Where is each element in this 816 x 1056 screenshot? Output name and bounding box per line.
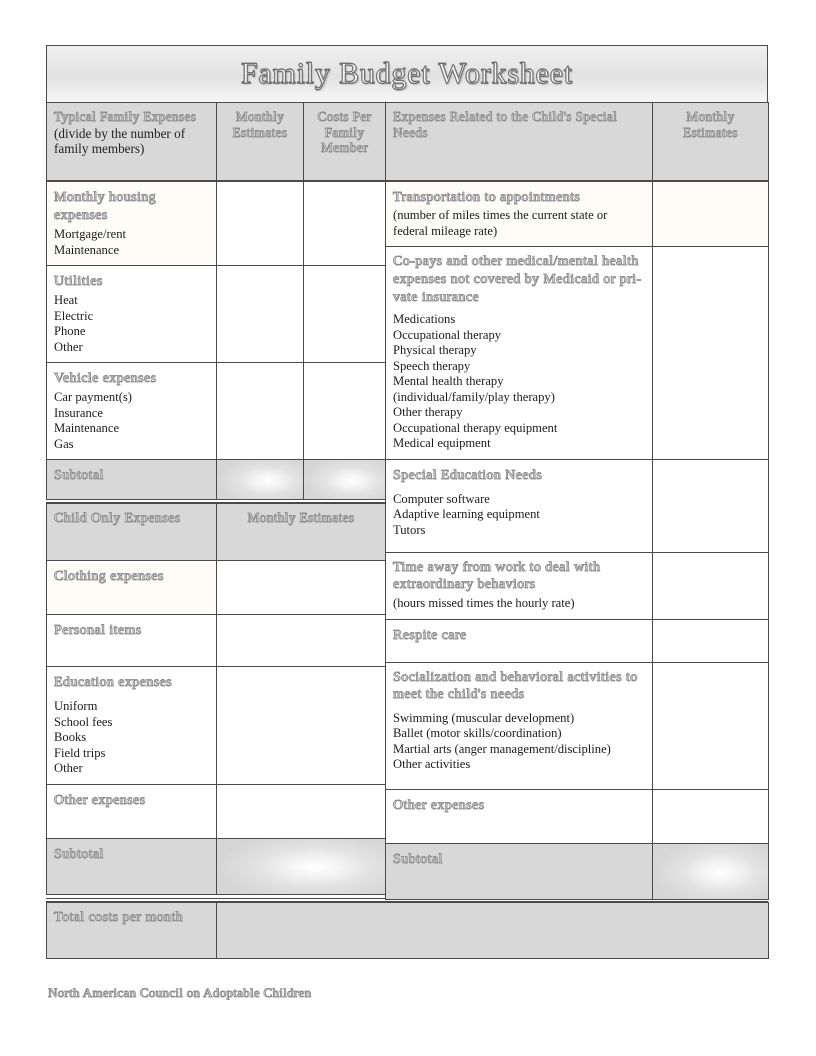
table-row	[47, 182, 386, 266]
table-row	[386, 789, 769, 843]
left-column	[46, 181, 385, 895]
worksheet-body	[46, 181, 768, 900]
row-clothing-expenses: Clothing expenses	[47, 560, 217, 614]
table-row-total	[47, 903, 769, 959]
footer-attribution: North American Council on Adoptable Children	[48, 985, 312, 1000]
row-vehicle-expenses: Vehicle expenses Car payment(s) Insurance Maintenance Gas	[47, 363, 217, 460]
row-items: Computer software Adaptive learning equipment Tutors	[393, 491, 540, 537]
input-monthly-estimate-personal-items[interactable]	[217, 614, 386, 666]
input-subtotal-cost-per-member[interactable]	[304, 460, 386, 500]
family-expenses-table	[46, 181, 386, 500]
row-items: Uniform School fees Books Field trips Other	[54, 699, 113, 775]
row-transportation-to-appointments: Transportation to appointments (number of miles times the current state or federal mileage rate)	[386, 182, 653, 247]
worksheet-title-bar	[46, 45, 768, 102]
input-monthly-estimate-utilities[interactable]	[217, 266, 304, 363]
input-monthly-estimate-other-left[interactable]	[217, 784, 386, 838]
header-child-special-needs: Expenses Related to the Child's Special Needs	[386, 103, 653, 181]
row-items: Medications Occupational therapy Physical therapy Speech therapy Mental health therapy (individual/family/play therapy) Other therapy Occupational therapy equipment Medical equipment	[393, 312, 558, 451]
input-monthly-estimate-time-away[interactable]	[653, 552, 769, 619]
input-monthly-estimate-vehicle[interactable]	[217, 363, 304, 460]
input-monthly-estimate-socialization[interactable]	[653, 662, 769, 789]
input-subtotal-monthly-estimate[interactable]	[217, 460, 304, 500]
row-subtotal-child-only: Subtotal	[47, 838, 217, 894]
input-monthly-estimate-housing[interactable]	[217, 182, 304, 266]
table-row	[386, 619, 769, 662]
input-cost-per-member-vehicle[interactable]	[304, 363, 386, 460]
input-monthly-estimate-clothing[interactable]	[217, 560, 386, 614]
table-row	[386, 247, 769, 459]
input-monthly-estimate-other-right[interactable]	[653, 789, 769, 843]
input-total-costs-per-month[interactable]	[217, 903, 769, 959]
row-note: (number of miles times the current state or federal mileage rate)	[393, 208, 608, 238]
row-copays-medical-mental-health: Co-pays and other medical/mental health expenses not covered by Medicaid or pri-vate insurance Medications Occupational therapy Physical therapy Speech therapy Mental health therapy (individual/family/play therapy) Other therapy Occupational therapy equipment Medical equipment	[386, 247, 653, 459]
row-note: (hours missed times the hourly rate)	[393, 595, 575, 610]
row-subtotal-special-needs: Subtotal	[386, 843, 653, 899]
row-items: Swimming (muscular development) Ballet (motor skills/coordination) Martial arts (anger management/discipline) Other activities	[393, 710, 611, 772]
table-row	[47, 266, 386, 363]
table-row	[47, 784, 386, 838]
table-row	[47, 666, 386, 784]
table-row	[386, 552, 769, 619]
table-row	[386, 662, 769, 789]
row-education-expenses: Education expenses Uniform School fees Books Field trips Other	[47, 666, 217, 784]
table-row	[47, 560, 386, 614]
row-personal-items: Personal items	[47, 614, 217, 666]
worksheet-page	[46, 45, 768, 959]
input-cost-per-member-housing[interactable]	[304, 182, 386, 266]
header-table	[46, 102, 769, 181]
input-monthly-estimate-education[interactable]	[217, 666, 386, 784]
row-items: Car payment(s) Insurance Maintenance Gas	[54, 390, 132, 451]
right-column	[385, 181, 768, 900]
header-child-only-monthly-estimates: Monthly Estimates	[217, 503, 386, 560]
input-monthly-estimate-copays[interactable]	[653, 247, 769, 459]
special-needs-expenses-table	[385, 181, 769, 900]
header-typical-family-expenses-title: Typical Family Expenses	[54, 109, 197, 124]
total-costs-table	[46, 902, 769, 959]
input-cost-per-member-utilities[interactable]	[304, 266, 386, 363]
table-row	[386, 182, 769, 247]
table-row	[47, 363, 386, 460]
table-header-row	[47, 503, 386, 560]
row-subtotal-family-expenses: Subtotal	[47, 460, 217, 500]
row-utilities: Utilities Heat Electric Phone Other	[47, 266, 217, 363]
input-monthly-estimate-transportation[interactable]	[653, 182, 769, 247]
header-typical-family-expenses-note: (divide by the number of family members)	[54, 125, 186, 157]
row-respite-care: Respite care	[386, 619, 653, 662]
row-monthly-housing-expenses: Monthly housing expenses Mortgage/rent Maintenance	[47, 182, 217, 266]
row-time-away-from-work: Time away from work to deal with extraordinary behaviors (hours missed times the hourly rate)	[386, 552, 653, 619]
input-subtotal-special-needs[interactable]	[653, 843, 769, 899]
input-monthly-estimate-special-education[interactable]	[653, 459, 769, 552]
table-header-row	[47, 103, 769, 181]
row-items: Heat Electric Phone Other	[54, 293, 94, 354]
table-row	[386, 459, 769, 552]
header-typical-family-expenses	[47, 103, 217, 181]
row-other-expenses-right: Other expenses	[386, 789, 653, 843]
table-row-subtotal	[47, 460, 386, 500]
row-special-education-needs: Special Education Needs Computer software Adaptive learning equipment Tutors	[386, 459, 653, 552]
header-costs-per-family-member: Costs Per Family Member	[304, 103, 386, 181]
input-subtotal-child-only[interactable]	[217, 838, 386, 894]
table-row-subtotal	[47, 838, 386, 894]
input-monthly-estimate-respite-care[interactable]	[653, 619, 769, 662]
header-child-only-expenses: Child Only Expenses	[47, 503, 217, 560]
table-row-subtotal	[386, 843, 769, 899]
table-row	[47, 614, 386, 666]
header-monthly-estimates-right: Monthly Estimates	[653, 103, 769, 181]
row-other-expenses-left: Other expenses	[47, 784, 217, 838]
row-total-costs-per-month: Total costs per month	[47, 903, 217, 959]
row-items: Mortgage/rent Maintenance	[54, 227, 127, 257]
page-title: Family Budget Worksheet	[240, 57, 574, 90]
child-only-expenses-table	[46, 503, 386, 895]
header-monthly-estimates-left: Monthly Estimates	[217, 103, 304, 181]
row-socialization-behavioral-activities: Socialization and behavioral activities to meet the child's needs Swimming (muscular development) Ballet (motor skills/coordination) Martial arts (anger management/discipline) Other activities	[386, 662, 653, 789]
